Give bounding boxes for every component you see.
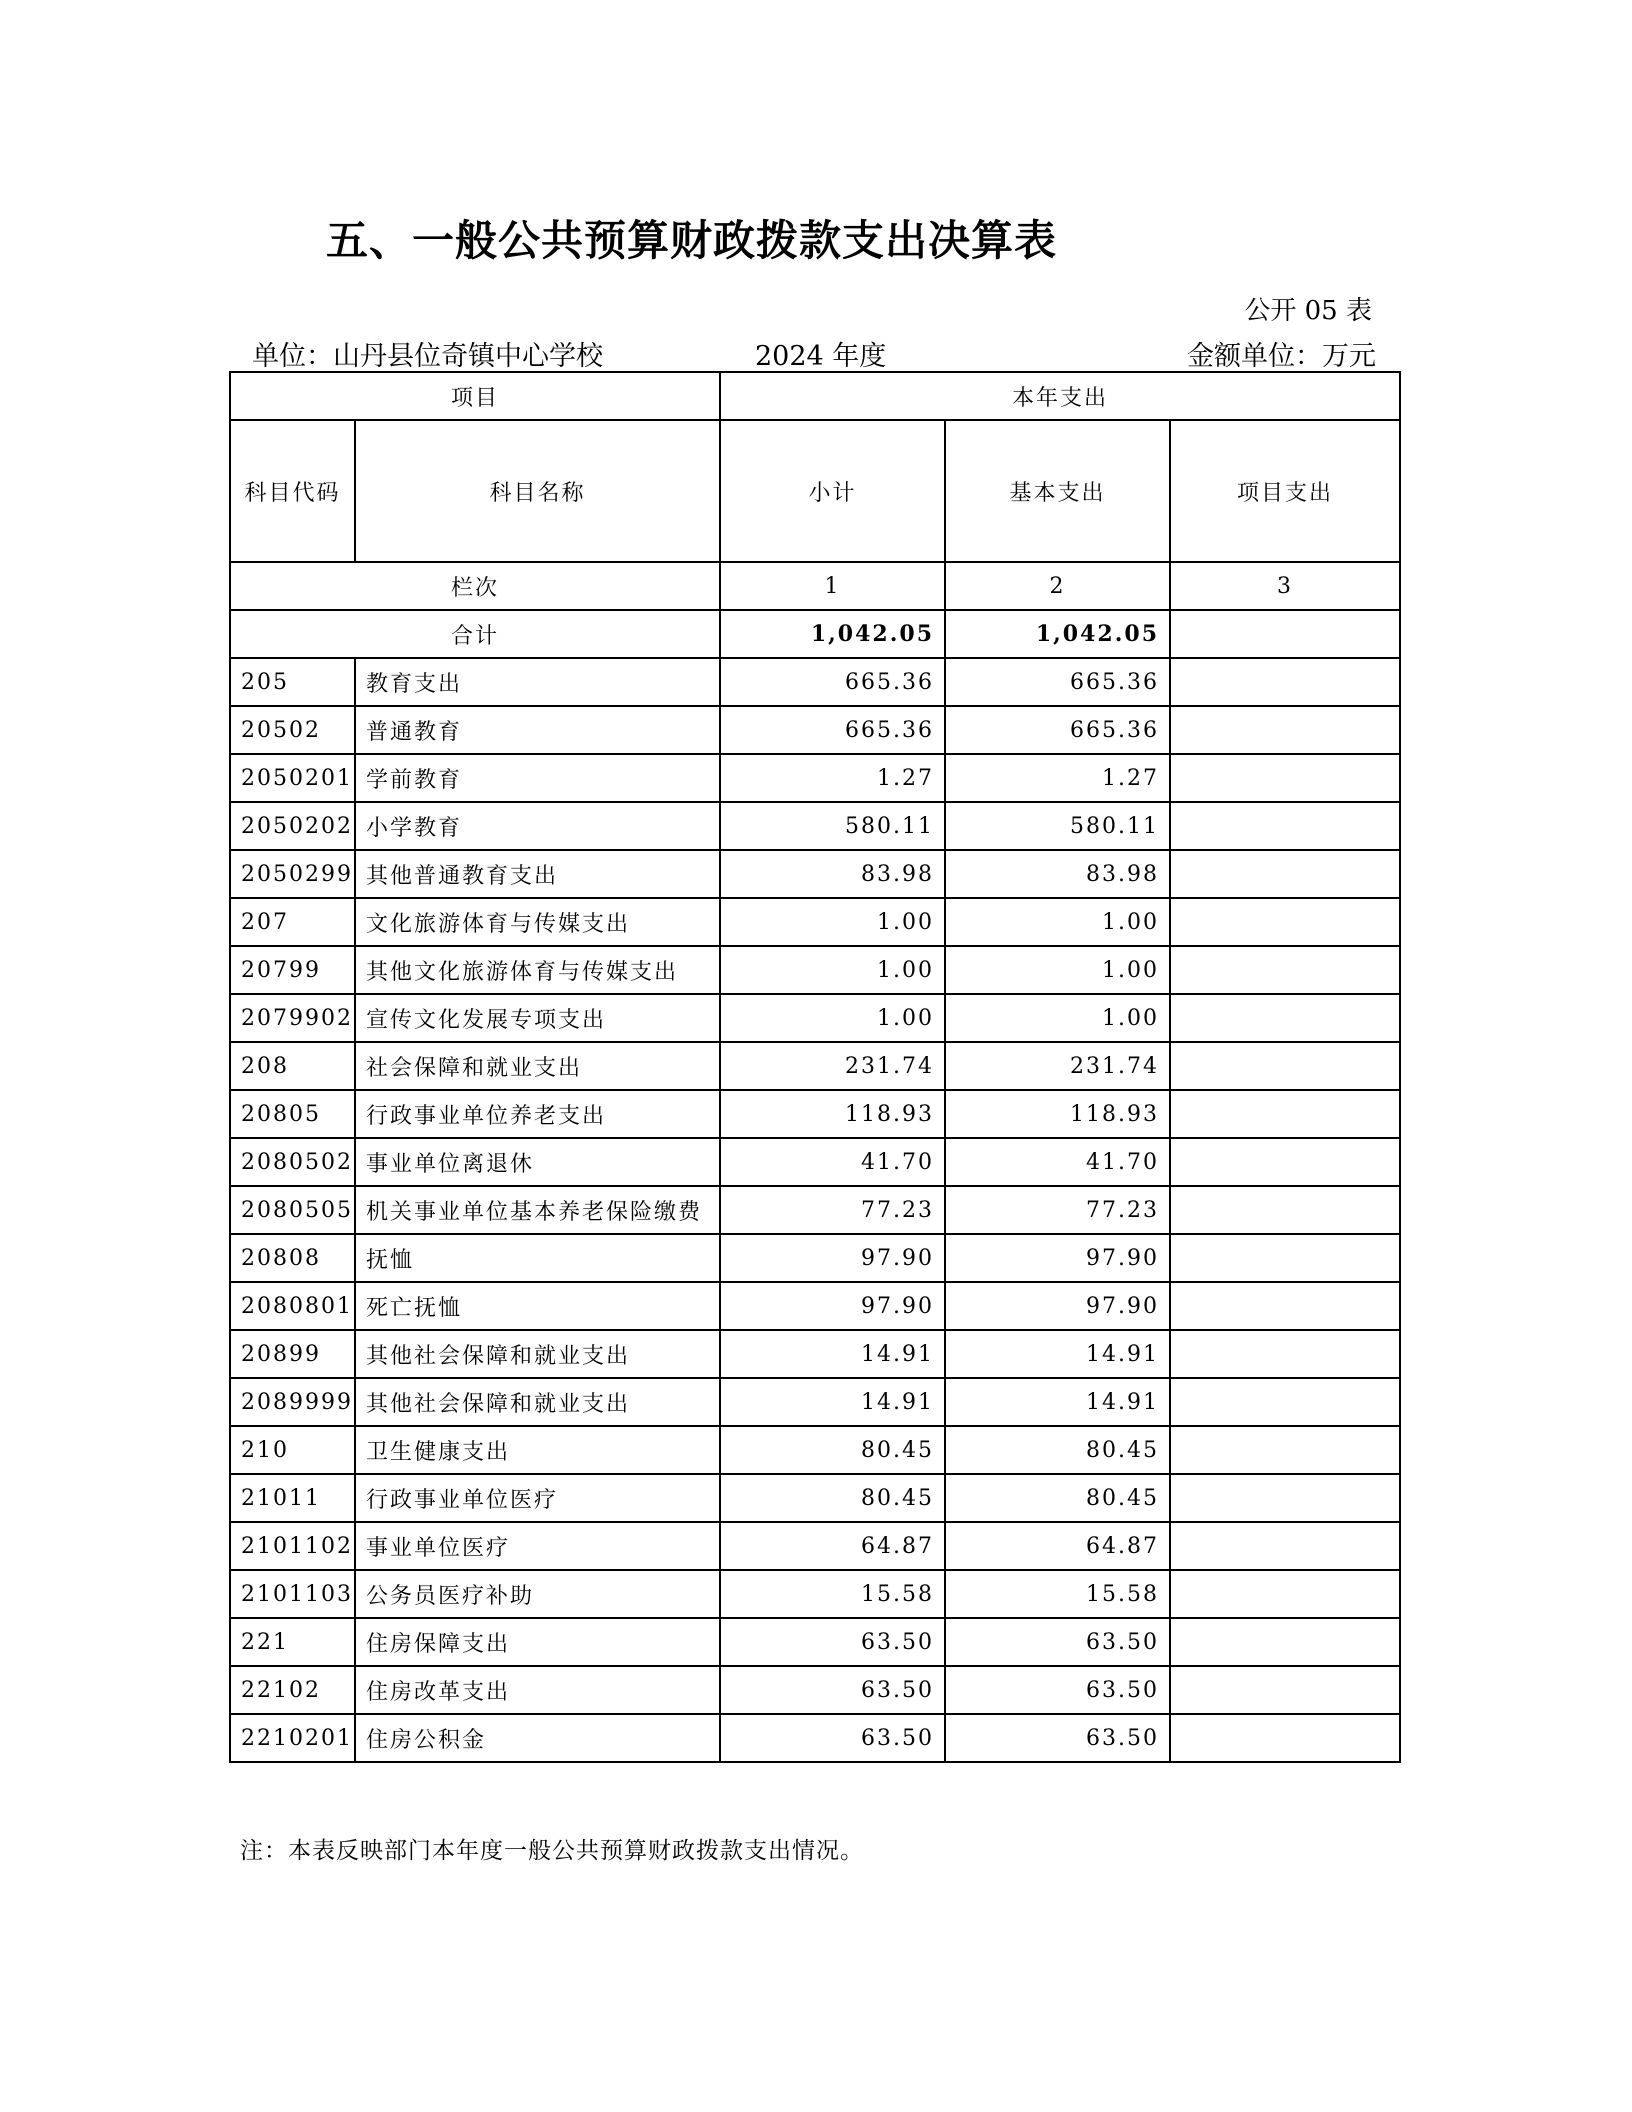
- row-code: 20805: [230, 1090, 355, 1138]
- row-project: [1170, 994, 1400, 1042]
- row-basic: 15.58: [945, 1570, 1170, 1618]
- table-row: [230, 1474, 1400, 1522]
- row-name: 住房改革支出: [355, 1666, 720, 1714]
- header-basic: 基本支出: [945, 420, 1170, 562]
- row-project: [1170, 1234, 1400, 1282]
- row-basic: 665.36: [945, 706, 1170, 754]
- header-project: 项目: [230, 372, 720, 420]
- row-name: 事业单位医疗: [355, 1522, 720, 1570]
- expenditure-table: [229, 371, 1401, 1763]
- row-project: [1170, 1282, 1400, 1330]
- row-name: 抚恤: [355, 1234, 720, 1282]
- row-project: [1170, 1426, 1400, 1474]
- row-basic: 14.91: [945, 1330, 1170, 1378]
- row-name: 其他普通教育支出: [355, 850, 720, 898]
- row-subtotal: 97.90: [720, 1282, 945, 1330]
- row-subtotal: 41.70: [720, 1138, 945, 1186]
- row-subtotal: 80.45: [720, 1474, 945, 1522]
- row-name: 住房保障支出: [355, 1618, 720, 1666]
- header-row-1: [230, 372, 1400, 420]
- row-name: 卫生健康支出: [355, 1426, 720, 1474]
- row-name: 住房公积金: [355, 1714, 720, 1762]
- column-order-2: 2: [945, 562, 1170, 610]
- row-name: 文化旅游体育与传媒支出: [355, 898, 720, 946]
- total-project: [1170, 610, 1400, 658]
- row-project: [1170, 1042, 1400, 1090]
- header-project-expense: 项目支出: [1170, 420, 1400, 562]
- row-name: 社会保障和就业支出: [355, 1042, 720, 1090]
- row-code: 210: [230, 1426, 355, 1474]
- row-subtotal: 64.87: [720, 1522, 945, 1570]
- header-subtotal: 小计: [720, 420, 945, 562]
- row-code: 208: [230, 1042, 355, 1090]
- table-row: [230, 1282, 1400, 1330]
- row-basic: 80.45: [945, 1426, 1170, 1474]
- row-subtotal: 63.50: [720, 1714, 945, 1762]
- unit-label: 单位：山丹县位奇镇中心学校: [252, 341, 603, 372]
- table-row: [230, 1378, 1400, 1426]
- year-label: 2024 年度: [755, 341, 887, 372]
- row-project: [1170, 1666, 1400, 1714]
- row-code: 20808: [230, 1234, 355, 1282]
- row-project: [1170, 1186, 1400, 1234]
- table-row: [230, 1042, 1400, 1090]
- row-project: [1170, 1330, 1400, 1378]
- row-name: 死亡抚恤: [355, 1282, 720, 1330]
- amount-unit-label: 金额单位：万元: [1187, 341, 1376, 372]
- row-name: 其他社会保障和就业支出: [355, 1330, 720, 1378]
- table-row: [230, 1570, 1400, 1618]
- table-row: [230, 1714, 1400, 1762]
- column-order-label: 栏次: [230, 562, 720, 610]
- row-project: [1170, 658, 1400, 706]
- table-row: [230, 1186, 1400, 1234]
- row-code: 20799: [230, 946, 355, 994]
- row-project: [1170, 1570, 1400, 1618]
- row-name: 小学教育: [355, 802, 720, 850]
- row-code: 2080502: [230, 1138, 355, 1186]
- row-basic: 665.36: [945, 658, 1170, 706]
- table-row: [230, 1522, 1400, 1570]
- row-code: 221: [230, 1618, 355, 1666]
- row-code: 2050202: [230, 802, 355, 850]
- total-label: 合计: [230, 610, 720, 658]
- header-current-year-expense: 本年支出: [720, 372, 1400, 420]
- row-code: 2080505: [230, 1186, 355, 1234]
- total-subtotal: 1,042.05: [720, 610, 945, 658]
- row-basic: 63.50: [945, 1714, 1170, 1762]
- row-code: 2101103: [230, 1570, 355, 1618]
- row-code: 22102: [230, 1666, 355, 1714]
- table-row: [230, 1618, 1400, 1666]
- row-project: [1170, 946, 1400, 994]
- row-name: 行政事业单位医疗: [355, 1474, 720, 1522]
- row-code: 2210201: [230, 1714, 355, 1762]
- row-subtotal: 80.45: [720, 1426, 945, 1474]
- row-code: 20502: [230, 706, 355, 754]
- row-project: [1170, 802, 1400, 850]
- row-basic: 118.93: [945, 1090, 1170, 1138]
- row-project: [1170, 1714, 1400, 1762]
- table-row: [230, 946, 1400, 994]
- row-project: [1170, 1378, 1400, 1426]
- column-order-1: 1: [720, 562, 945, 610]
- row-code: 2079902: [230, 994, 355, 1042]
- table-row: [230, 658, 1400, 706]
- row-project: [1170, 898, 1400, 946]
- table-row: [230, 1426, 1400, 1474]
- row-code: 2050201: [230, 754, 355, 802]
- row-name: 其他文化旅游体育与传媒支出: [355, 946, 720, 994]
- row-basic: 1.00: [945, 946, 1170, 994]
- table-row: [230, 802, 1400, 850]
- row-basic: 97.90: [945, 1282, 1170, 1330]
- table-row: [230, 994, 1400, 1042]
- row-subtotal: 14.91: [720, 1378, 945, 1426]
- row-subtotal: 1.00: [720, 994, 945, 1042]
- table-row: [230, 1666, 1400, 1714]
- row-name: 公务员医疗补助: [355, 1570, 720, 1618]
- header-row-2: [230, 420, 1400, 562]
- row-name: 其他社会保障和就业支出: [355, 1378, 720, 1426]
- row-project: [1170, 1090, 1400, 1138]
- row-subtotal: 97.90: [720, 1234, 945, 1282]
- row-code: 20899: [230, 1330, 355, 1378]
- row-code: 205: [230, 658, 355, 706]
- row-name: 机关事业单位基本养老保险缴费: [355, 1186, 720, 1234]
- row-subtotal: 83.98: [720, 850, 945, 898]
- row-name: 事业单位离退休: [355, 1138, 720, 1186]
- row-subtotal: 1.27: [720, 754, 945, 802]
- row-basic: 63.50: [945, 1618, 1170, 1666]
- row-name: 宣传文化发展专项支出: [355, 994, 720, 1042]
- row-project: [1170, 754, 1400, 802]
- total-basic: 1,042.05: [945, 610, 1170, 658]
- meta-row: [252, 334, 1376, 372]
- table-note: 注：本表反映部门本年度一般公共预算财政拨款支出情况。: [240, 1838, 864, 1864]
- header-name: 科目名称: [355, 420, 720, 562]
- row-project: [1170, 706, 1400, 754]
- column-order-row: [230, 562, 1400, 610]
- row-code: 2080801: [230, 1282, 355, 1330]
- row-subtotal: 665.36: [720, 658, 945, 706]
- column-order-3: 3: [1170, 562, 1400, 610]
- row-code: 2089999: [230, 1378, 355, 1426]
- row-project: [1170, 850, 1400, 898]
- form-number: 公开 05 表: [1244, 296, 1372, 326]
- row-project: [1170, 1474, 1400, 1522]
- table-row: [230, 706, 1400, 754]
- row-basic: 1.00: [945, 994, 1170, 1042]
- row-basic: 231.74: [945, 1042, 1170, 1090]
- row-basic: 63.50: [945, 1666, 1170, 1714]
- row-subtotal: 63.50: [720, 1618, 945, 1666]
- table-row: [230, 1330, 1400, 1378]
- row-basic: 580.11: [945, 802, 1170, 850]
- row-subtotal: 14.91: [720, 1330, 945, 1378]
- row-subtotal: 77.23: [720, 1186, 945, 1234]
- row-basic: 14.91: [945, 1378, 1170, 1426]
- table-row: [230, 1234, 1400, 1282]
- table-row: [230, 1090, 1400, 1138]
- row-basic: 1.27: [945, 754, 1170, 802]
- row-basic: 77.23: [945, 1186, 1170, 1234]
- row-project: [1170, 1618, 1400, 1666]
- table-row: [230, 754, 1400, 802]
- row-name: 普通教育: [355, 706, 720, 754]
- row-subtotal: 1.00: [720, 946, 945, 994]
- row-code: 21011: [230, 1474, 355, 1522]
- row-project: [1170, 1138, 1400, 1186]
- row-code: 207: [230, 898, 355, 946]
- row-basic: 41.70: [945, 1138, 1170, 1186]
- row-name: 教育支出: [355, 658, 720, 706]
- table-row: [230, 1138, 1400, 1186]
- total-row: [230, 610, 1400, 658]
- row-basic: 80.45: [945, 1474, 1170, 1522]
- row-name: 行政事业单位养老支出: [355, 1090, 720, 1138]
- row-name: 学前教育: [355, 754, 720, 802]
- row-subtotal: 665.36: [720, 706, 945, 754]
- page-title: 五、一般公共预算财政拨款支出决算表: [326, 216, 1058, 265]
- row-subtotal: 580.11: [720, 802, 945, 850]
- row-basic: 1.00: [945, 898, 1170, 946]
- row-code: 2050299: [230, 850, 355, 898]
- row-subtotal: 1.00: [720, 898, 945, 946]
- row-basic: 64.87: [945, 1522, 1170, 1570]
- row-subtotal: 118.93: [720, 1090, 945, 1138]
- table-row: [230, 898, 1400, 946]
- table-row: [230, 850, 1400, 898]
- row-basic: 83.98: [945, 850, 1170, 898]
- row-subtotal: 63.50: [720, 1666, 945, 1714]
- header-code: 科目代码: [230, 420, 355, 562]
- row-subtotal: 231.74: [720, 1042, 945, 1090]
- row-basic: 97.90: [945, 1234, 1170, 1282]
- row-code: 2101102: [230, 1522, 355, 1570]
- row-project: [1170, 1522, 1400, 1570]
- row-subtotal: 15.58: [720, 1570, 945, 1618]
